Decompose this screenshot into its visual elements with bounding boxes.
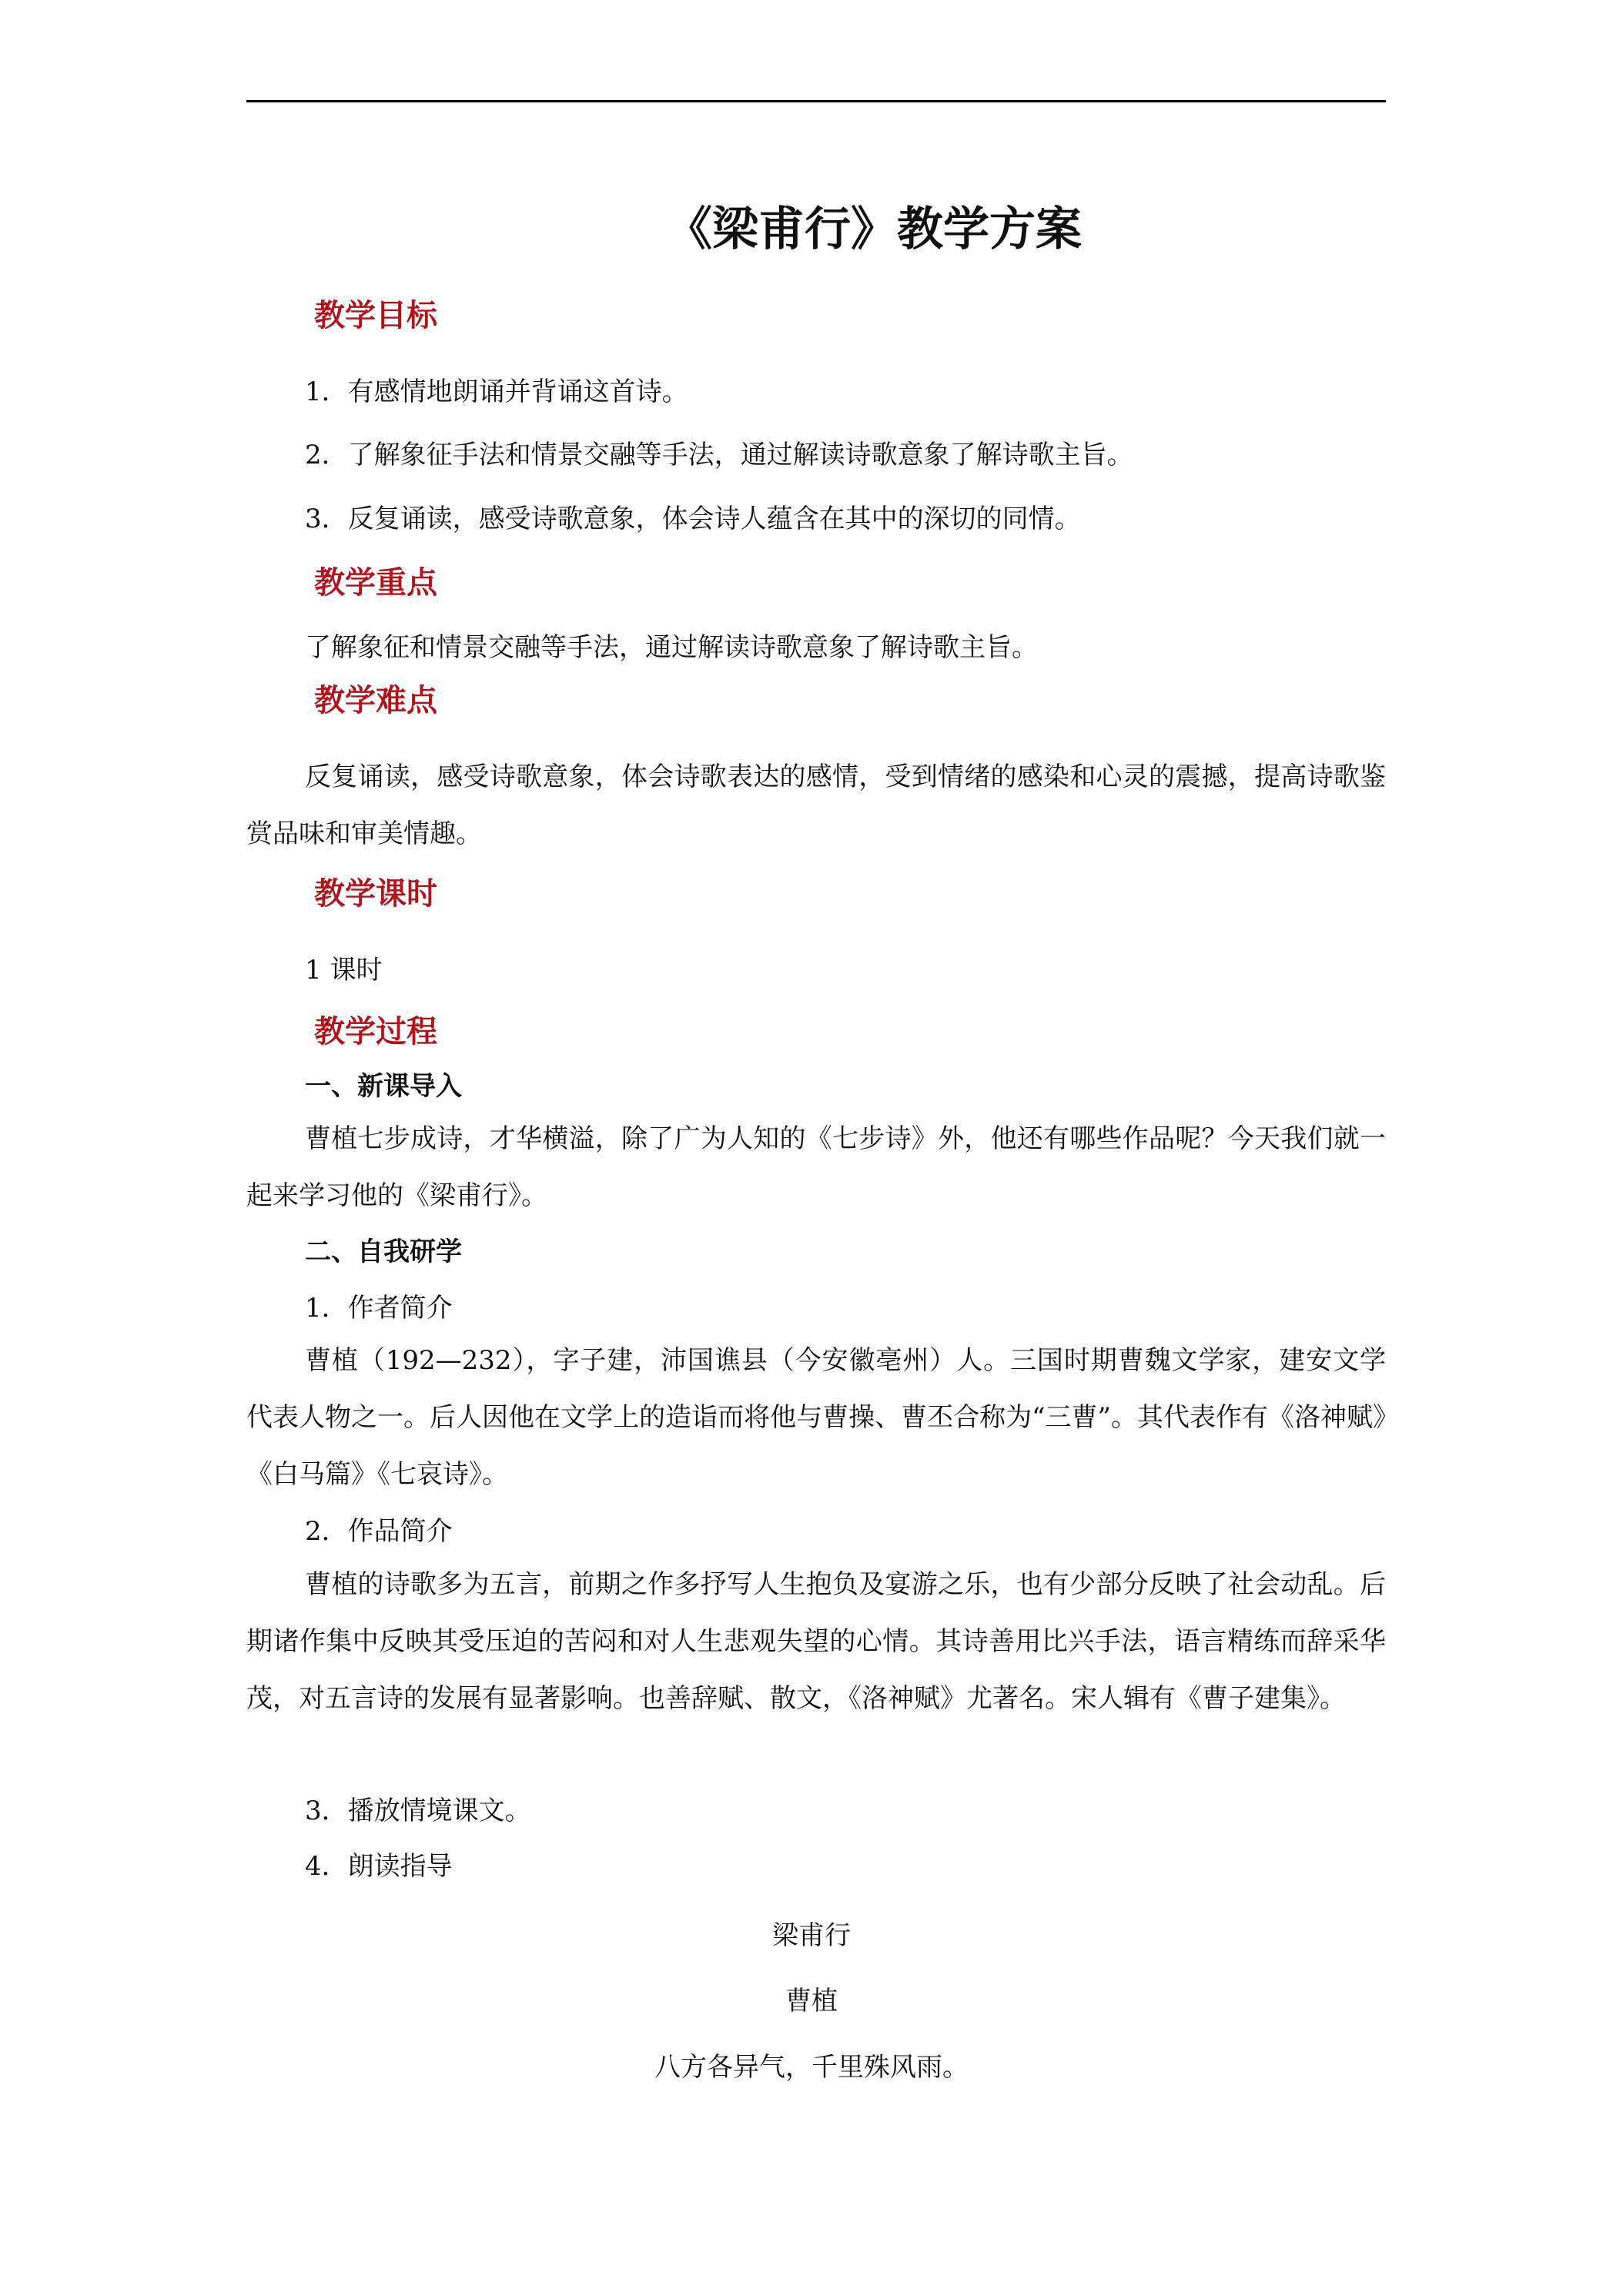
sub2-title: 2．作品简介 <box>305 1516 453 1547</box>
sub1-title: 1．作者简介 <box>305 1293 453 1324</box>
sub3-title: 3．播放情境课文。 <box>305 1796 531 1826</box>
goal-item-3: 3．反复诵读，感受诗歌意象，体会诗人蕴含在其中的深切的同情。 <box>305 504 1081 534</box>
page-title: 《梁甫行》教学方案 <box>666 202 1082 256</box>
sub2-text: 曹植的诗歌多为五言，前期之作多抒写人生抱负及宴游之乐，也有少部分反映了社会动乱。后期诸作集中反映其受压迫的苦闷和对人生悲观失望的心情。其诗善用比兴手法，语言精练而辞采华茂，对五言诗的发展有显著影响。也善辞赋、散文，《洛神赋》尤著名。宋人辑有《曹子建集》。 <box>246 1569 1386 1714</box>
difficulties-text: 反复诵读，感受诗歌意象，体会诗歌表达的感情，受到情绪的感染和心灵的震撼，提高诗歌鉴赏品味和审美情趣。 <box>246 761 1386 849</box>
heading-difficulties: 教学难点 <box>314 682 437 718</box>
header-rule <box>246 100 1386 102</box>
hours-text: 1 课时 <box>305 955 383 986</box>
heading-goals: 教学目标 <box>314 297 437 333</box>
poem-line-1: 八方各异气，千里殊风雨。 <box>654 2052 969 2083</box>
part1-text: 曹植七步成诗，才华横溢，除了广为人知的《七步诗》外，他还有哪些作品呢？今天我们就一起来学习他的《梁甫行》。 <box>246 1123 1386 1211</box>
heading-process: 教学过程 <box>314 1013 437 1049</box>
sub1-text: 曹植（192—232），字子建，沛国谯县（今安徽亳州）人。三国时期曹魏文学家，建安文学代表人物之一。后人因他在文学上的造诣而将他与曹操、曹丕合称为“三曹”。其代表作有《洛神赋》《白马篇》《七哀诗》。 <box>246 1345 1386 1490</box>
poem-author: 曹植 <box>785 1986 838 2017</box>
key-points-text: 了解象征和情景交融等手法，通过解读诗歌意象了解诗歌主旨。 <box>305 632 1038 663</box>
part2-title: 二、自我研学 <box>305 1237 462 1267</box>
part1-title: 一、新课导入 <box>305 1071 462 1102</box>
poem-title: 梁甫行 <box>772 1920 851 1951</box>
goal-item-1: 1．有感情地朗诵并背诵这首诗。 <box>305 377 688 407</box>
heading-hours: 教学课时 <box>314 875 437 912</box>
heading-key-points: 教学重点 <box>314 564 437 601</box>
goal-item-2: 2．了解象征手法和情景交融等手法，通过解读诗歌意象了解诗歌主旨。 <box>305 440 1133 470</box>
sub4-title: 4．朗读指导 <box>305 1851 453 1882</box>
